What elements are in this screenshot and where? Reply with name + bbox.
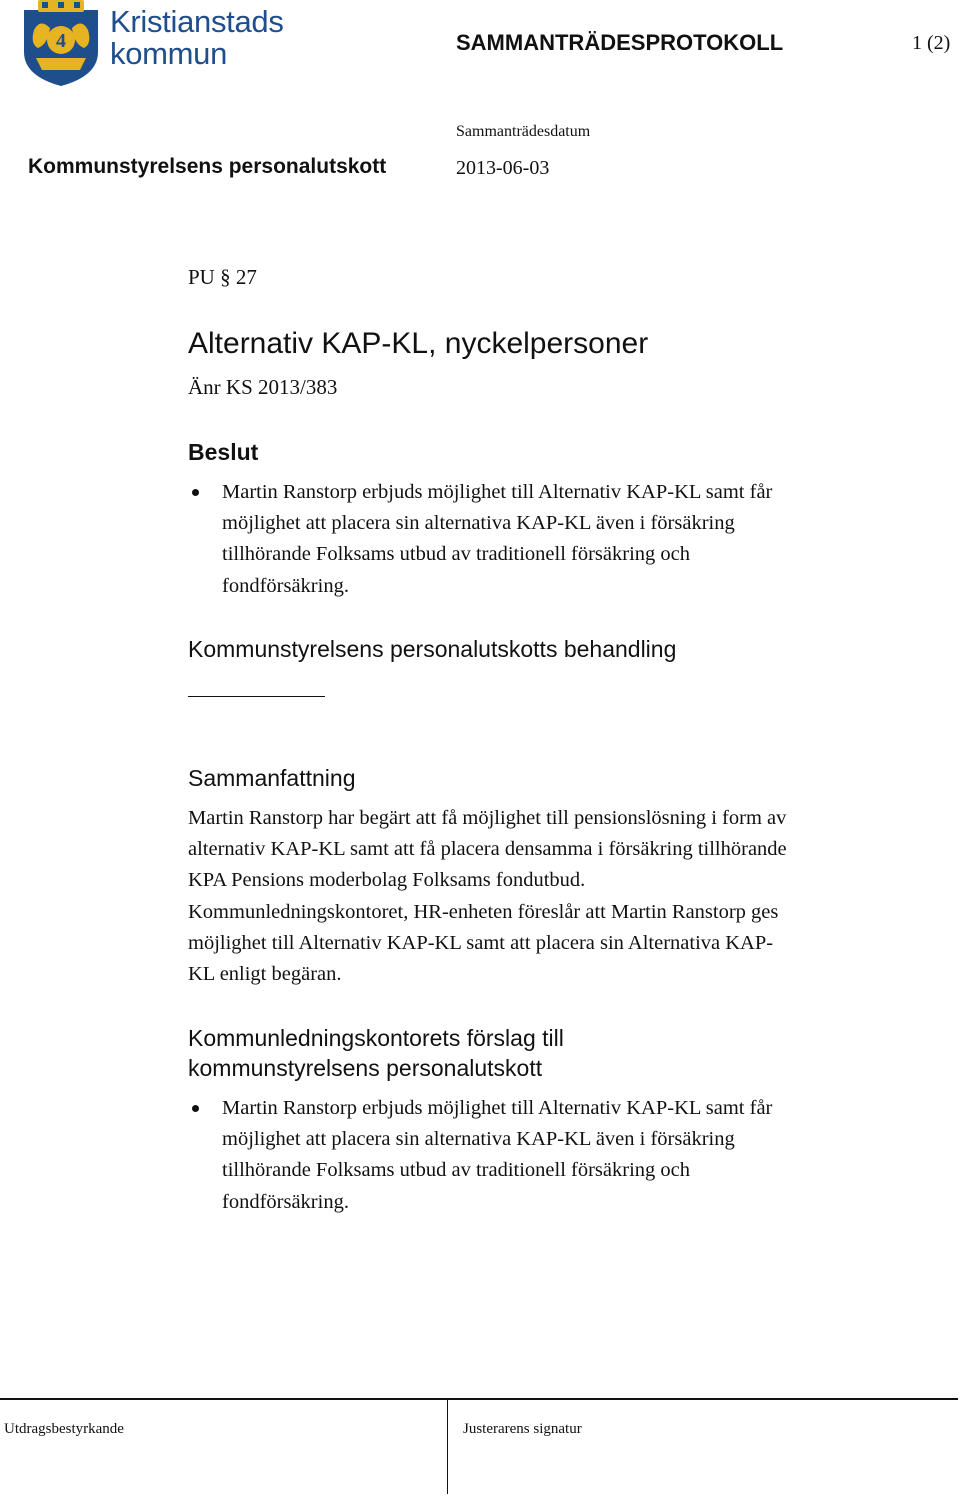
bullet-icon [192,1105,199,1112]
page-number: 1 (2) [912,32,951,54]
proposal-list [188,1093,868,1218]
decision-heading: Beslut [188,439,259,465]
summary-heading: Sammanfattning [188,765,356,791]
meeting-date-label: Sammanträdesdatum [456,123,591,140]
committee-name: Kommunstyrelsens personalutskott [28,155,387,178]
text-line: fondförsäkring. [222,574,349,597]
treatment-heading: Kommunstyrelsens personalutskotts behandling [188,636,677,662]
proposal-heading-line-1: Kommunledningskontorets förslag till [188,1025,564,1051]
text-line: Martin Ranstorp har begärt att få möjlighet till pensionslösning i form av [188,807,787,829]
footer-divider [0,1398,958,1400]
list-item [188,477,868,602]
text-line: möjlighet att placera sin alternativa KAP-KL även i försäkring [222,1128,735,1151]
meeting-date: 2013-06-03 [456,157,550,179]
bullet-icon [192,489,199,496]
case-number: Änr KS 2013/383 [188,375,338,399]
adjuster-signature-label: Justerarens signatur [463,1421,582,1437]
page-title: Alternativ KAP-KL, nyckelpersoner [188,327,649,360]
list-item [188,1093,868,1218]
text-line: Martin Ranstorp erbjuds möjlighet till Alternativ KAP-KL samt får [222,1097,773,1119]
text-line: KPA Pensions moderbolag Folksams fondutbud. [188,869,586,892]
coat-of-arms-icon [20,0,102,88]
text-line: möjlighet att placera sin alternativa KAP-KL även i försäkring [222,512,735,535]
summary-text [188,803,888,990]
decision-list [188,477,868,602]
extract-certification-label: Utdragsbestyrkande [4,1421,124,1437]
footer-column-divider [447,1398,448,1494]
logo-line-2: kommun [110,36,228,71]
document-type: SAMMANTRÄDESPROTOKOLL [456,30,784,55]
text-line: tillhörande Folksams utbud av traditionell försäkring och [222,1159,690,1182]
divider [188,696,325,697]
text-line: Martin Ranstorp erbjuds möjlighet till Alternativ KAP-KL samt får [222,481,773,503]
text-line: möjlighet till Alternativ KAP-KL samt att placera sin Alternativa KAP- [188,931,774,954]
proposal-heading-line-2: kommunstyrelsens personalutskott [188,1055,543,1081]
text-line: Kommunledningskontoret, HR-enheten föreslår att Martin Ranstorp ges [188,900,779,923]
text-line: fondförsäkring. [222,1190,349,1213]
proposal-heading [188,1023,564,1083]
section-number: PU § 27 [188,265,257,289]
text-line: alternativ KAP-KL samt att få placera densamma i försäkring tillhörande [188,838,787,861]
logo-wordmark [110,6,284,70]
text-line: KL enligt begäran. [188,963,342,986]
text-line: tillhörande Folksams utbud av traditionell försäkring och [222,543,690,566]
municipality-logo [18,0,298,90]
svg-text:4: 4 [56,30,66,52]
logo-line-1: Kristianstads [110,4,284,39]
